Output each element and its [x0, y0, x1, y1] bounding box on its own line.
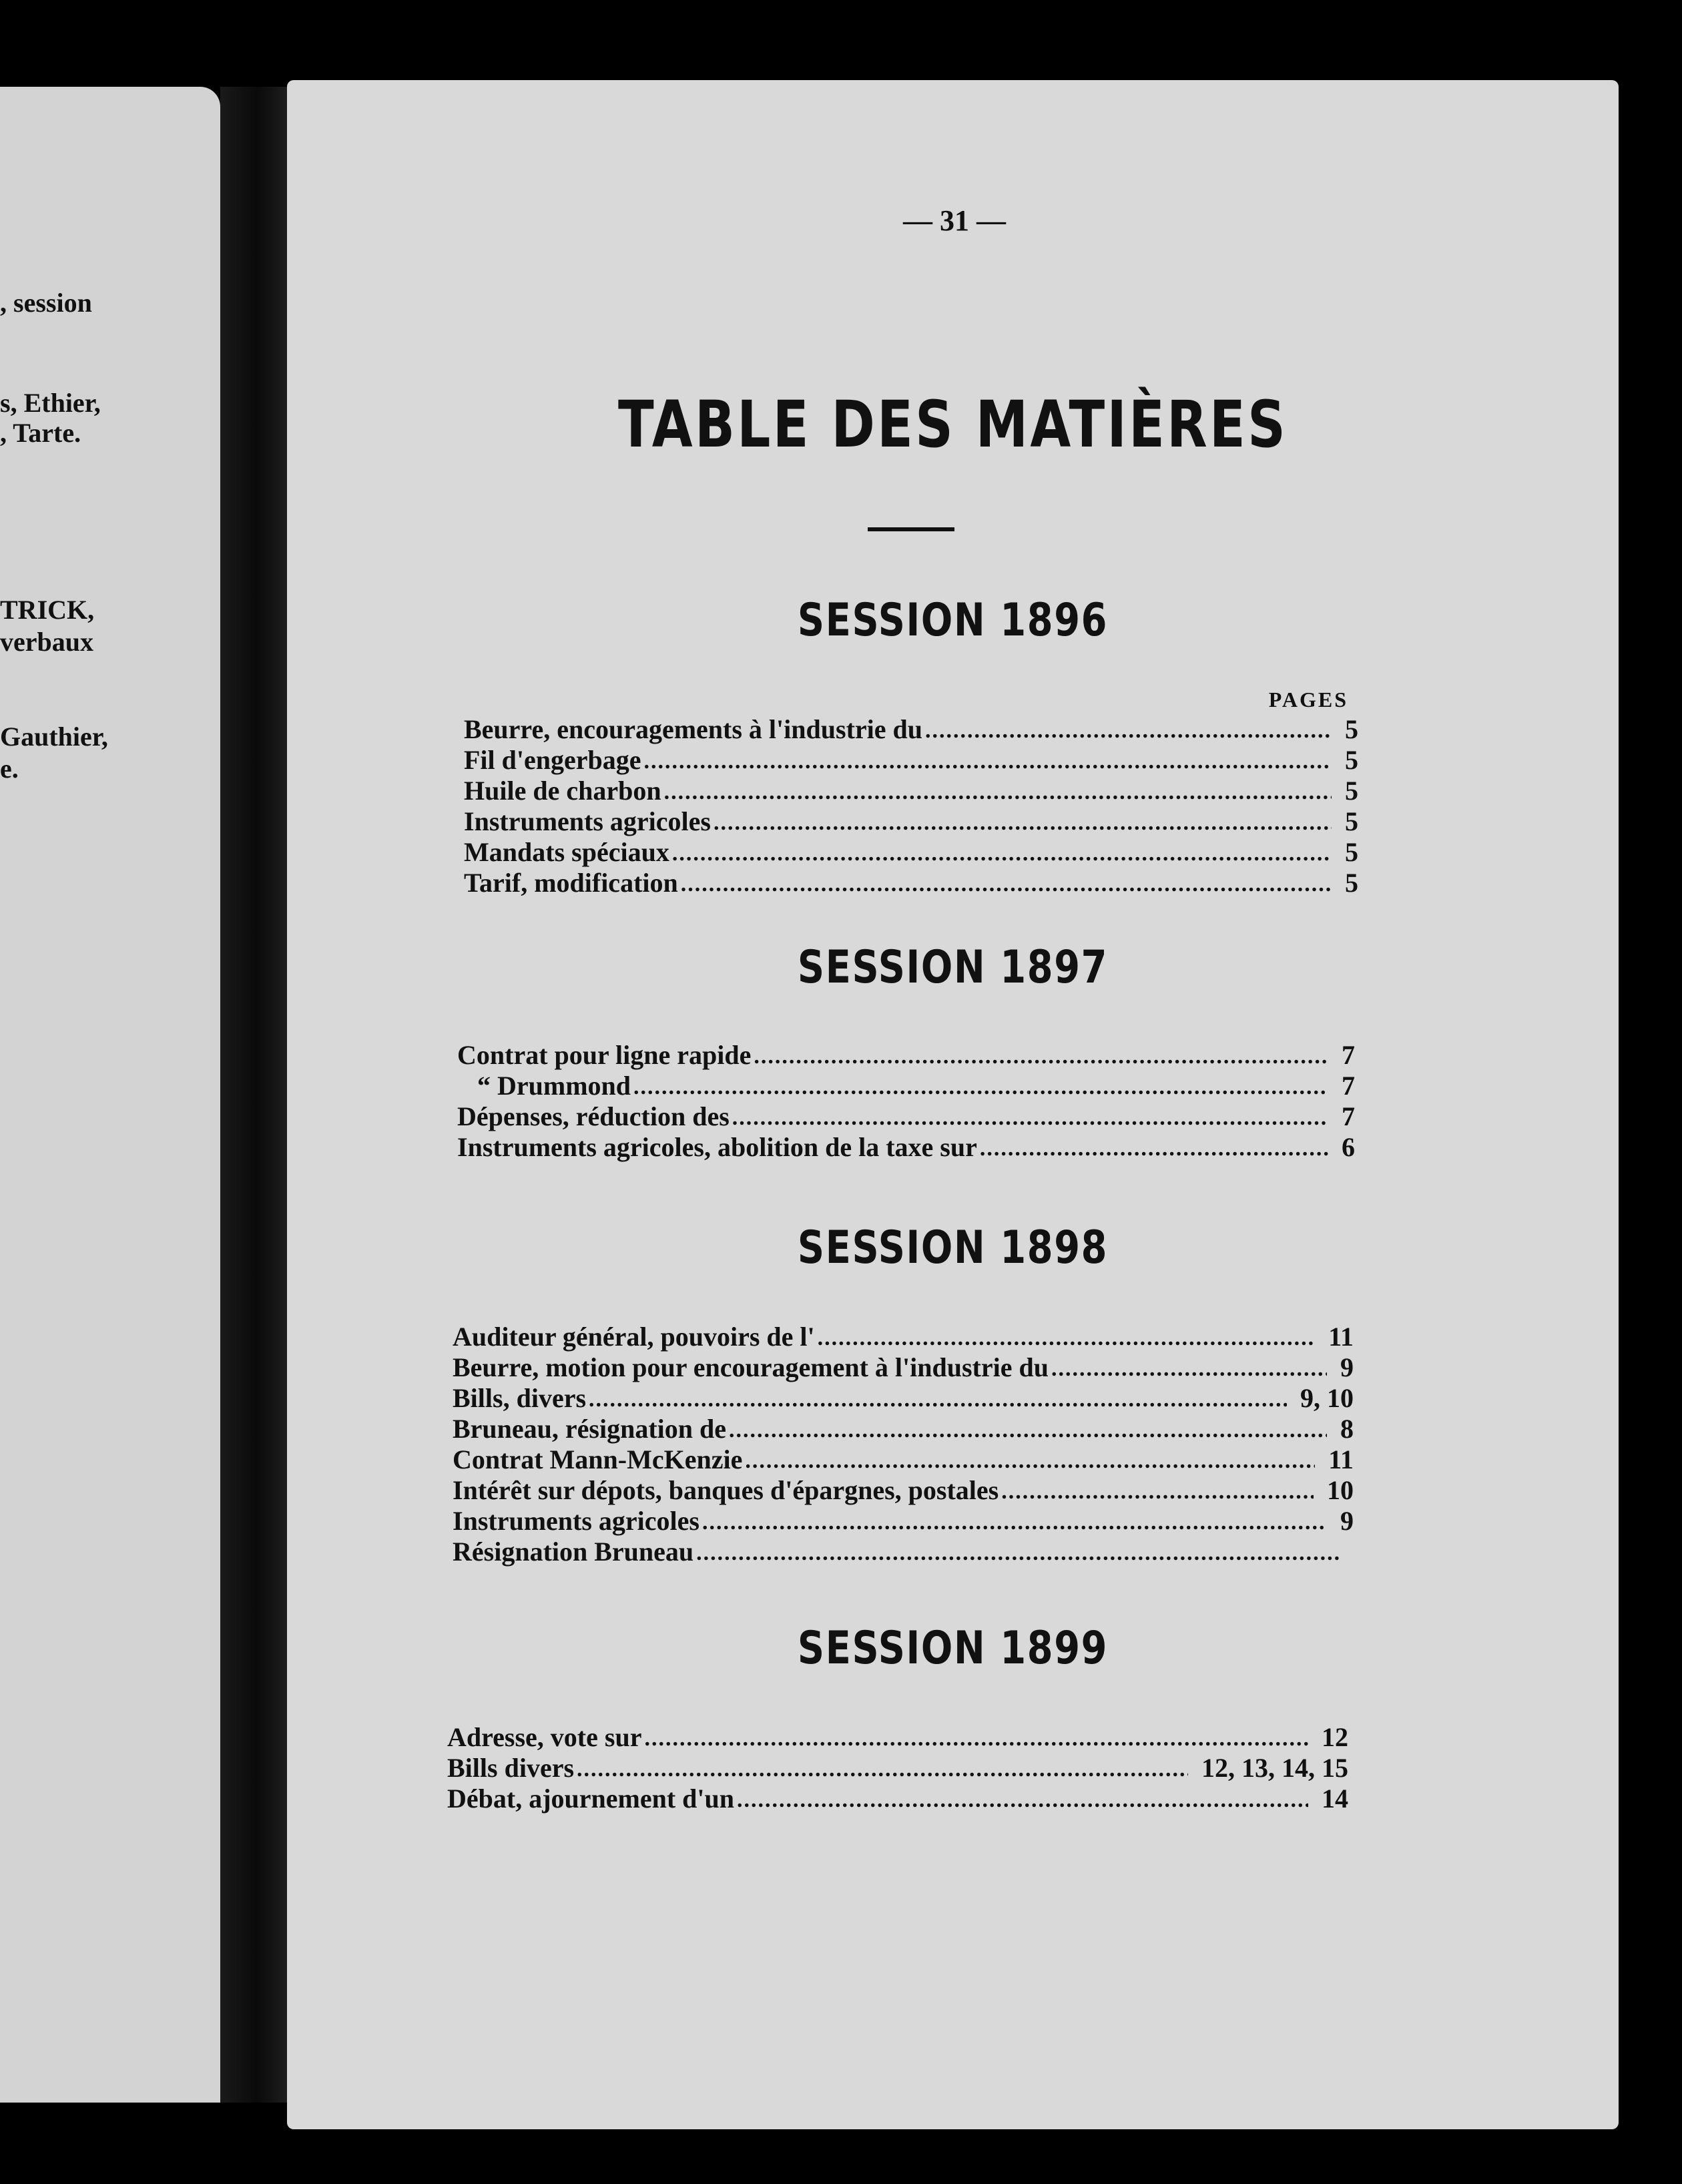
- entry-page: 5: [1345, 714, 1358, 744]
- entry-page: 5: [1345, 837, 1358, 867]
- leader-dots: [745, 1448, 1315, 1475]
- leader-dots: [644, 749, 1332, 776]
- left-page-fragment: verbaux: [0, 627, 93, 657]
- toc-entry: [453, 1446, 1354, 1475]
- entry-label: Résignation Bruneau: [453, 1537, 694, 1567]
- entry-label: Instruments agricoles: [453, 1506, 699, 1536]
- entry-page: 5: [1345, 745, 1358, 775]
- entry-page: 7: [1342, 1071, 1355, 1101]
- toc-entry: [464, 808, 1358, 837]
- toc-entry: [447, 1785, 1348, 1814]
- entry-label: Beurre, motion pour encouragement à l'industrie du: [453, 1352, 1049, 1382]
- leader-dots: [702, 1510, 1327, 1537]
- toc-entry: [453, 1415, 1354, 1444]
- entry-page: 7: [1342, 1101, 1355, 1131]
- leader-dots: [754, 1044, 1328, 1071]
- entry-page: 5: [1345, 806, 1358, 836]
- toc-entry: [453, 1323, 1354, 1352]
- session-heading: SESSION 1899: [797, 1622, 1109, 1675]
- session-heading: SESSION 1896: [797, 594, 1109, 647]
- leader-dots: [577, 1757, 1188, 1784]
- leader-dots: [714, 810, 1332, 837]
- left-page-fragment: Gauthier,: [0, 722, 108, 752]
- toc-entry: [453, 1476, 1354, 1506]
- entry-page: 11: [1328, 1444, 1354, 1474]
- session-heading: SESSION 1898: [797, 1221, 1109, 1274]
- page-number: — 31 —: [903, 204, 1006, 237]
- leader-dots: [1051, 1356, 1327, 1383]
- entry-label: Débat, ajournement d'un: [447, 1784, 735, 1814]
- title-rule: [868, 527, 954, 531]
- entry-page: 6: [1342, 1132, 1355, 1162]
- binding-gutter: [220, 87, 294, 2103]
- entry-label: Tarif, modification: [464, 868, 678, 898]
- entry-page: 11: [1328, 1322, 1354, 1352]
- leader-dots: [589, 1387, 1287, 1414]
- entry-label: Instruments agricoles, abolition de la taxe sur: [457, 1132, 977, 1162]
- left-page-fragment: , session: [0, 288, 92, 318]
- document-page: [287, 80, 1619, 2129]
- left-page-fragment: s, Ethier,: [0, 388, 101, 418]
- left-page-fragment: TRICK,: [0, 595, 95, 625]
- entry-page: 5: [1345, 776, 1358, 806]
- entry-label: Bruneau, résignation de: [453, 1414, 727, 1444]
- left-facing-page: [0, 87, 220, 2103]
- toc-entry: [457, 1072, 1355, 1101]
- toc-entry: [447, 1754, 1348, 1784]
- page-title: TABLE DES MATIÈRES: [617, 387, 1288, 462]
- entry-label: Intérêt sur dépots, banques d'épargnes, postales: [453, 1475, 999, 1505]
- toc-entry: [464, 716, 1358, 745]
- toc-entry: [464, 869, 1358, 898]
- toc-entry: [464, 746, 1358, 776]
- entry-page: 14: [1322, 1784, 1348, 1814]
- entry-page: 5: [1345, 868, 1358, 898]
- leader-dots: [672, 841, 1332, 868]
- entry-label: Fil d'engerbage: [464, 745, 641, 775]
- toc-entry: [453, 1507, 1354, 1537]
- entry-page: 8: [1340, 1414, 1354, 1444]
- entry-label: Beurre, encouragements à l'industrie du: [464, 714, 923, 744]
- toc-entry: [464, 777, 1358, 806]
- leader-dots: [644, 1726, 1308, 1753]
- leader-dots: [818, 1326, 1316, 1352]
- entry-page: 10: [1327, 1475, 1354, 1505]
- toc-entry: [457, 1133, 1355, 1163]
- entry-label: Instruments agricoles: [464, 806, 711, 836]
- entry-page: 7: [1342, 1040, 1355, 1070]
- toc-entry: [453, 1538, 1354, 1567]
- leader-dots: [980, 1136, 1328, 1163]
- entry-label: Contrat pour ligne rapide: [457, 1040, 752, 1070]
- toc-entry: [447, 1723, 1348, 1753]
- leader-dots: [664, 780, 1332, 806]
- entry-page: 9: [1340, 1352, 1354, 1382]
- left-page-fragment: , Tarte.: [0, 418, 81, 448]
- entry-page: 9, 10: [1300, 1383, 1354, 1413]
- leader-dots: [633, 1075, 1328, 1101]
- leader-dots: [681, 872, 1332, 898]
- leader-dots: [1001, 1479, 1314, 1506]
- entry-label: Adresse, vote sur: [447, 1722, 642, 1752]
- toc-entry: [453, 1354, 1354, 1383]
- toc-entry: [457, 1041, 1355, 1071]
- entry-page: 12: [1322, 1722, 1348, 1752]
- entry-page: 9: [1340, 1506, 1354, 1536]
- toc-entry: [457, 1103, 1355, 1132]
- entry-label: Auditeur général, pouvoirs de l': [453, 1322, 815, 1352]
- entry-label: Mandats spéciaux: [464, 837, 669, 867]
- entry-label: Bills, divers: [453, 1383, 587, 1413]
- pages-column-label: PAGES: [1268, 688, 1348, 712]
- entry-page: 12, 13, 14, 15: [1201, 1753, 1348, 1783]
- leader-dots: [732, 1105, 1328, 1132]
- leader-dots: [925, 718, 1332, 745]
- leader-dots: [737, 1788, 1308, 1814]
- entry-label: “ Drummond: [477, 1071, 631, 1101]
- toc-entry: [453, 1384, 1354, 1414]
- entry-label: Bills divers: [447, 1753, 575, 1783]
- entry-label: Dépenses, réduction des: [457, 1101, 730, 1131]
- entry-label: Huile de charbon: [464, 776, 661, 806]
- left-page-fragment: e.: [0, 754, 19, 784]
- toc-entry: [464, 838, 1358, 868]
- entry-label: Contrat Mann-McKenzie: [453, 1444, 743, 1474]
- leader-dots: [729, 1418, 1327, 1444]
- session-heading: SESSION 1897: [797, 941, 1109, 994]
- leader-dots: [696, 1541, 1340, 1567]
